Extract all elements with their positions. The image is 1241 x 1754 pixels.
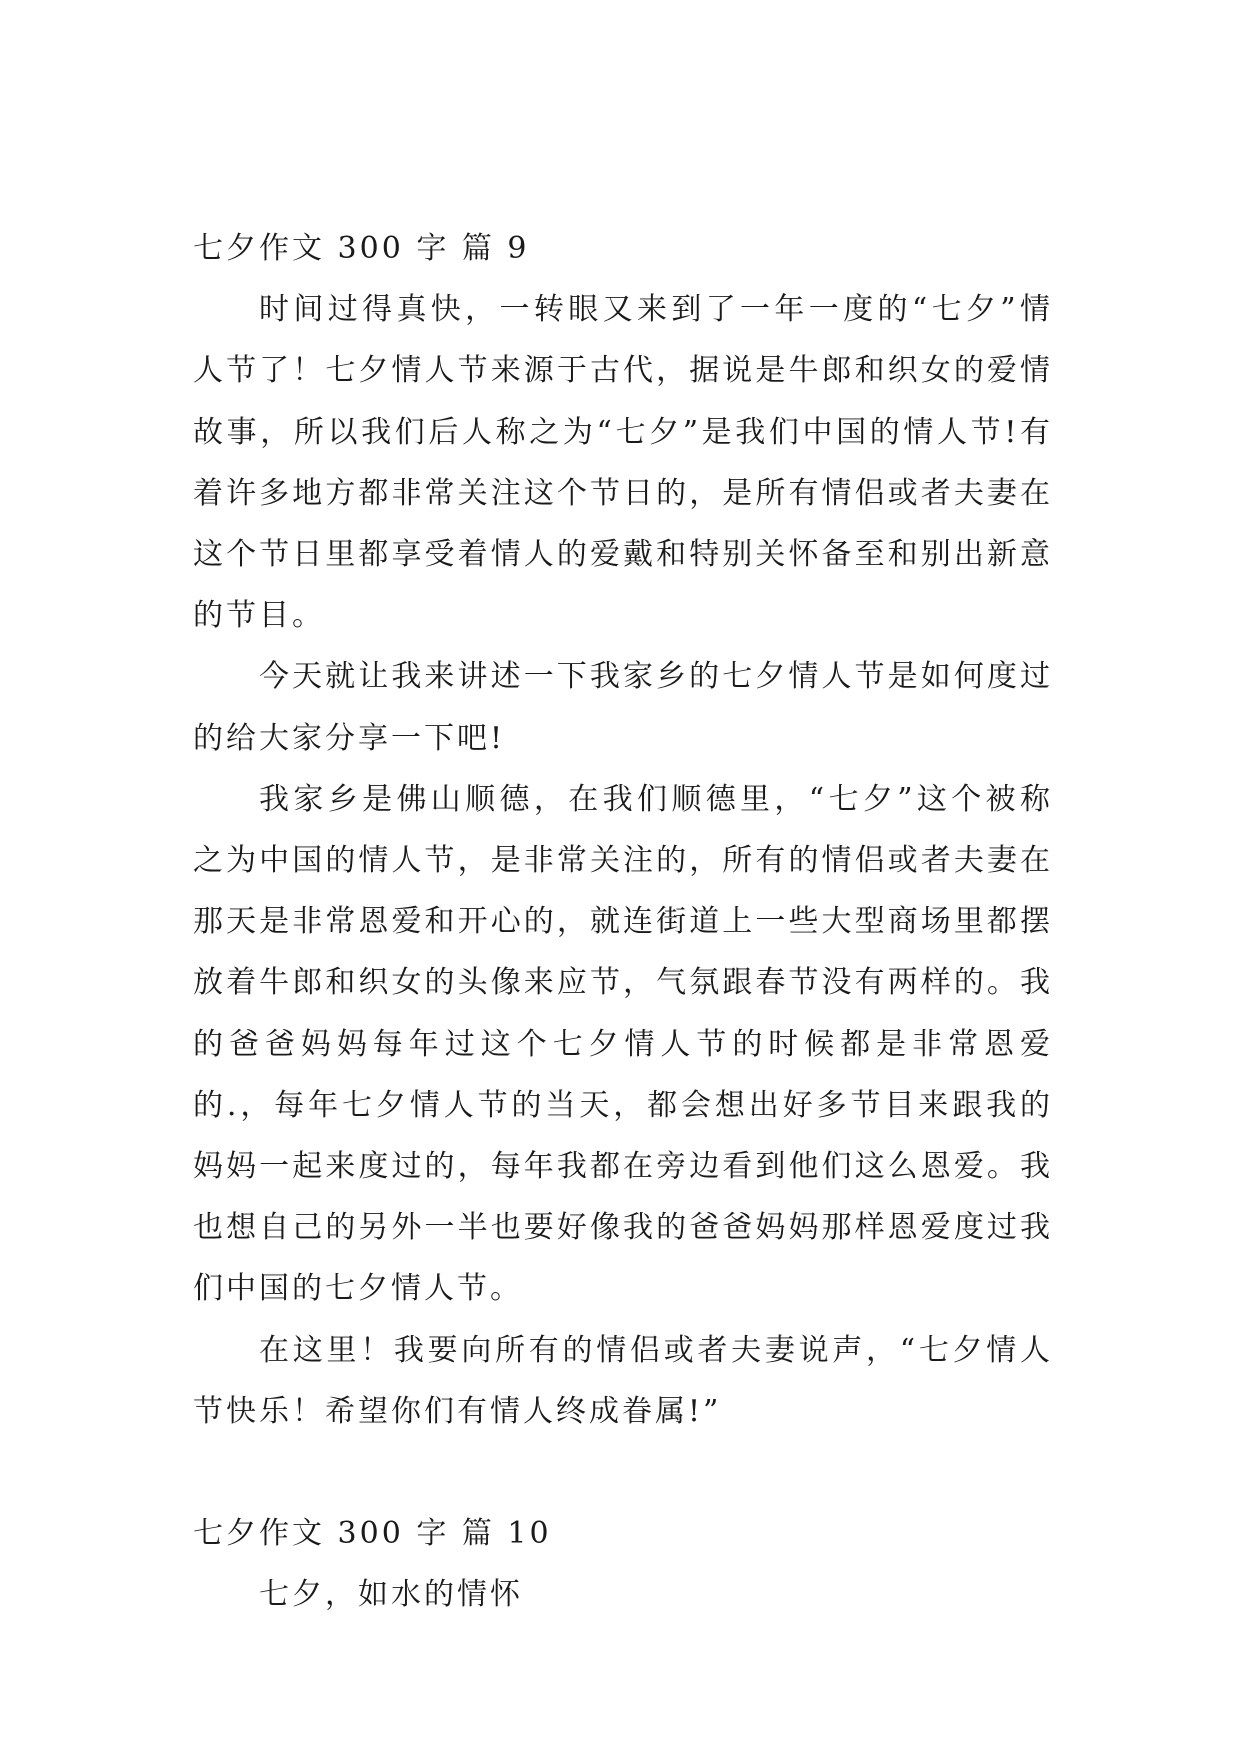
paragraph: 今天就让我来讲述一下我家乡的七夕情人节是如何度过的给大家分享一下吧! — [193, 659, 1053, 756]
essay-section-9 — [193, 218, 1053, 1442]
section-heading: 七夕作文 300 字 篇 10 — [193, 1516, 552, 1552]
essay-section-10 — [193, 1503, 1053, 1625]
paragraph: 我家乡是佛山顺德，在我们顺德里，“七夕”这个被称之为中国的情人节，是非常关注的，所有的情侣或者夫妻在那天是非常恩爱和开心的，就连街道上一些大型商场里都摆放着牛郎和织女的头像来应节，气氛跟春节没有两样的。我的爸爸妈妈每年过这个七夕情人节的时候都是非常恩爱的.，每年七夕情人节的当天，都会想出好多节目来跟我的妈妈一起来度过的，每年我都在旁边看到他们这么恩爱。我也想自己的另外一半也要好像我的爸爸妈妈那样恩爱度过我们中国的七夕情人节。 — [193, 781, 1053, 1307]
document-body — [193, 218, 1053, 1625]
paragraph: 在这里！我要向所有的情侣或者夫妻说声，“七夕情人节快乐！希望你们有情人终成眷属!” — [193, 1332, 1053, 1429]
section-gap — [193, 1442, 1053, 1503]
paragraph: 七夕，如水的情怀 — [259, 1577, 523, 1613]
paragraph: 时间过得真快，一转眼又来到了一年一度的“七夕”情人节了！七夕情人节来源于古代，据说是牛郎和织女的爱情故事，所以我们后人称之为“七夕”是我们中国的情人节!有着许多地方都非常关注这个节日的，是所有情侣或者夫妻在这个节日里都享受着情人的爱戴和特别关怀备至和别出新意的节目。 — [193, 292, 1053, 634]
section-heading: 七夕作文 300 字 篇 9 — [193, 231, 530, 266]
